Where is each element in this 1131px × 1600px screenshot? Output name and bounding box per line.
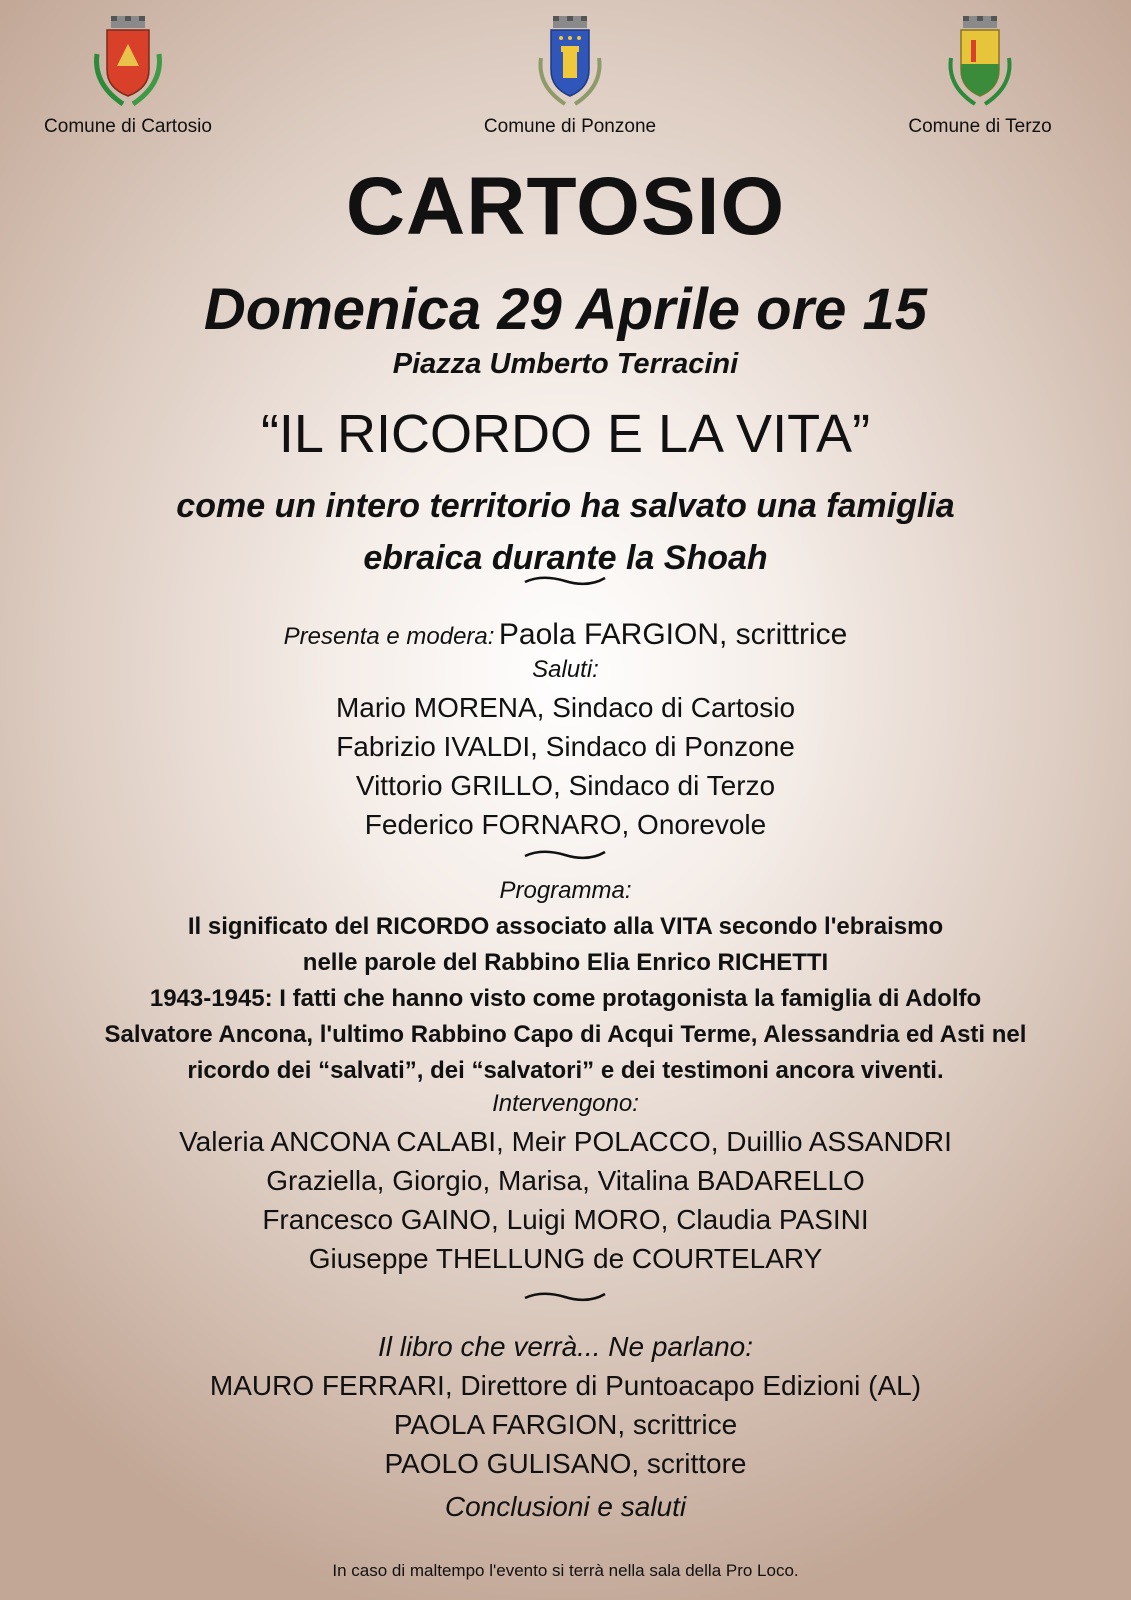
program-line: ricordo dei “salvati”, dei “salvatori” e dei testimoni ancora viventi. [187, 1057, 944, 1084]
logo-label: Comune di Cartosio [44, 116, 212, 137]
event-place: Piazza Umberto Terracini [392, 348, 739, 380]
event-subtitle [0, 480, 1131, 584]
flourish-divider-icon [522, 846, 608, 862]
program-line: Il significato del RICORDO associato alla VITA secondo l'ebraismo [187, 913, 944, 940]
speaker-line: Graziella, Giorgio, Marisa, Vitalina BADARELLO [266, 1165, 865, 1196]
greeting-person: Mario MORENA, Sindaco di Cartosio [335, 692, 796, 723]
program-line: nelle parole del Rabbino Elia Enrico RICHETTI [302, 949, 829, 976]
speaker-line: Giuseppe THELLUNG de COURTELARY [308, 1243, 823, 1274]
closing-line: Conclusioni e saluti [444, 1491, 687, 1522]
program-line: 1943-1945: I fatti che hanno visto come protagonista la famiglia di Adolfo [149, 985, 982, 1012]
subtitle-line: come un intero territorio ha salvato una famiglia [176, 487, 955, 525]
program-section [0, 873, 1131, 1089]
subtitle-line: ebraica durante la Shoah [363, 539, 768, 577]
logo-cartosio [0, 14, 268, 138]
moderator-section [0, 618, 1131, 844]
logo-label: Comune di Ponzone [483, 116, 657, 137]
book-heading: Il libro che verrà... Ne parlano: [377, 1331, 754, 1362]
program-heading: Programma: [499, 877, 632, 904]
speakers-heading: Intervengono: [492, 1090, 639, 1117]
book-speaker: PAOLO GULISANO, scrittore [384, 1448, 747, 1479]
moderator-label: Presenta e modera: [283, 623, 495, 650]
book-section [0, 1327, 1131, 1526]
book-speaker: PAOLA FARGION, scrittrice [393, 1409, 738, 1440]
flourish-divider-icon [522, 1288, 608, 1304]
terzo-coat-of-arms-icon [935, 14, 1025, 110]
cartosio-coat-of-arms-icon [83, 14, 173, 110]
moderator-name: Paola FARGION, scrittrice [498, 618, 848, 651]
book-speaker: MAURO FERRARI, Direttore di Puntoacapo Edizioni (AL) [209, 1370, 922, 1401]
logo-ponzone [430, 14, 710, 138]
speaker-line: Francesco GAINO, Luigi MORO, Claudia PASINI [262, 1204, 869, 1235]
greeting-person: Fabrizio IVALDI, Sindaco di Ponzone [336, 731, 795, 762]
event-title: “IL RICORDO E LA VITA” [260, 404, 871, 464]
moderator-line [0, 618, 1131, 652]
speaker-line: Valeria ANCONA CALABI, Meir POLACCO, Duillio ASSANDRI [179, 1126, 952, 1157]
footer-note: In caso di maltempo l'evento si terrà nella sala della Pro Loco. [332, 1561, 799, 1580]
greeting-person: Vittorio GRILLO, Sindaco di Terzo [355, 770, 776, 801]
logo-label: Comune di Terzo [908, 116, 1052, 137]
greeting-person: Federico FORNARO, Onorevole [364, 809, 767, 840]
ponzone-coat-of-arms-icon [525, 14, 615, 110]
page-title: CARTOSIO [345, 161, 786, 252]
flourish-divider-icon [522, 572, 608, 588]
event-date: Domenica 29 Aprile ore 15 [203, 277, 928, 342]
greetings-heading: Saluti: [532, 656, 599, 683]
speakers-section [0, 1086, 1131, 1278]
program-line: Salvatore Ancona, l'ultimo Rabbino Capo di Acqui Terme, Alessandria ed Asti nel [104, 1021, 1027, 1048]
logo-terzo [840, 14, 1120, 138]
